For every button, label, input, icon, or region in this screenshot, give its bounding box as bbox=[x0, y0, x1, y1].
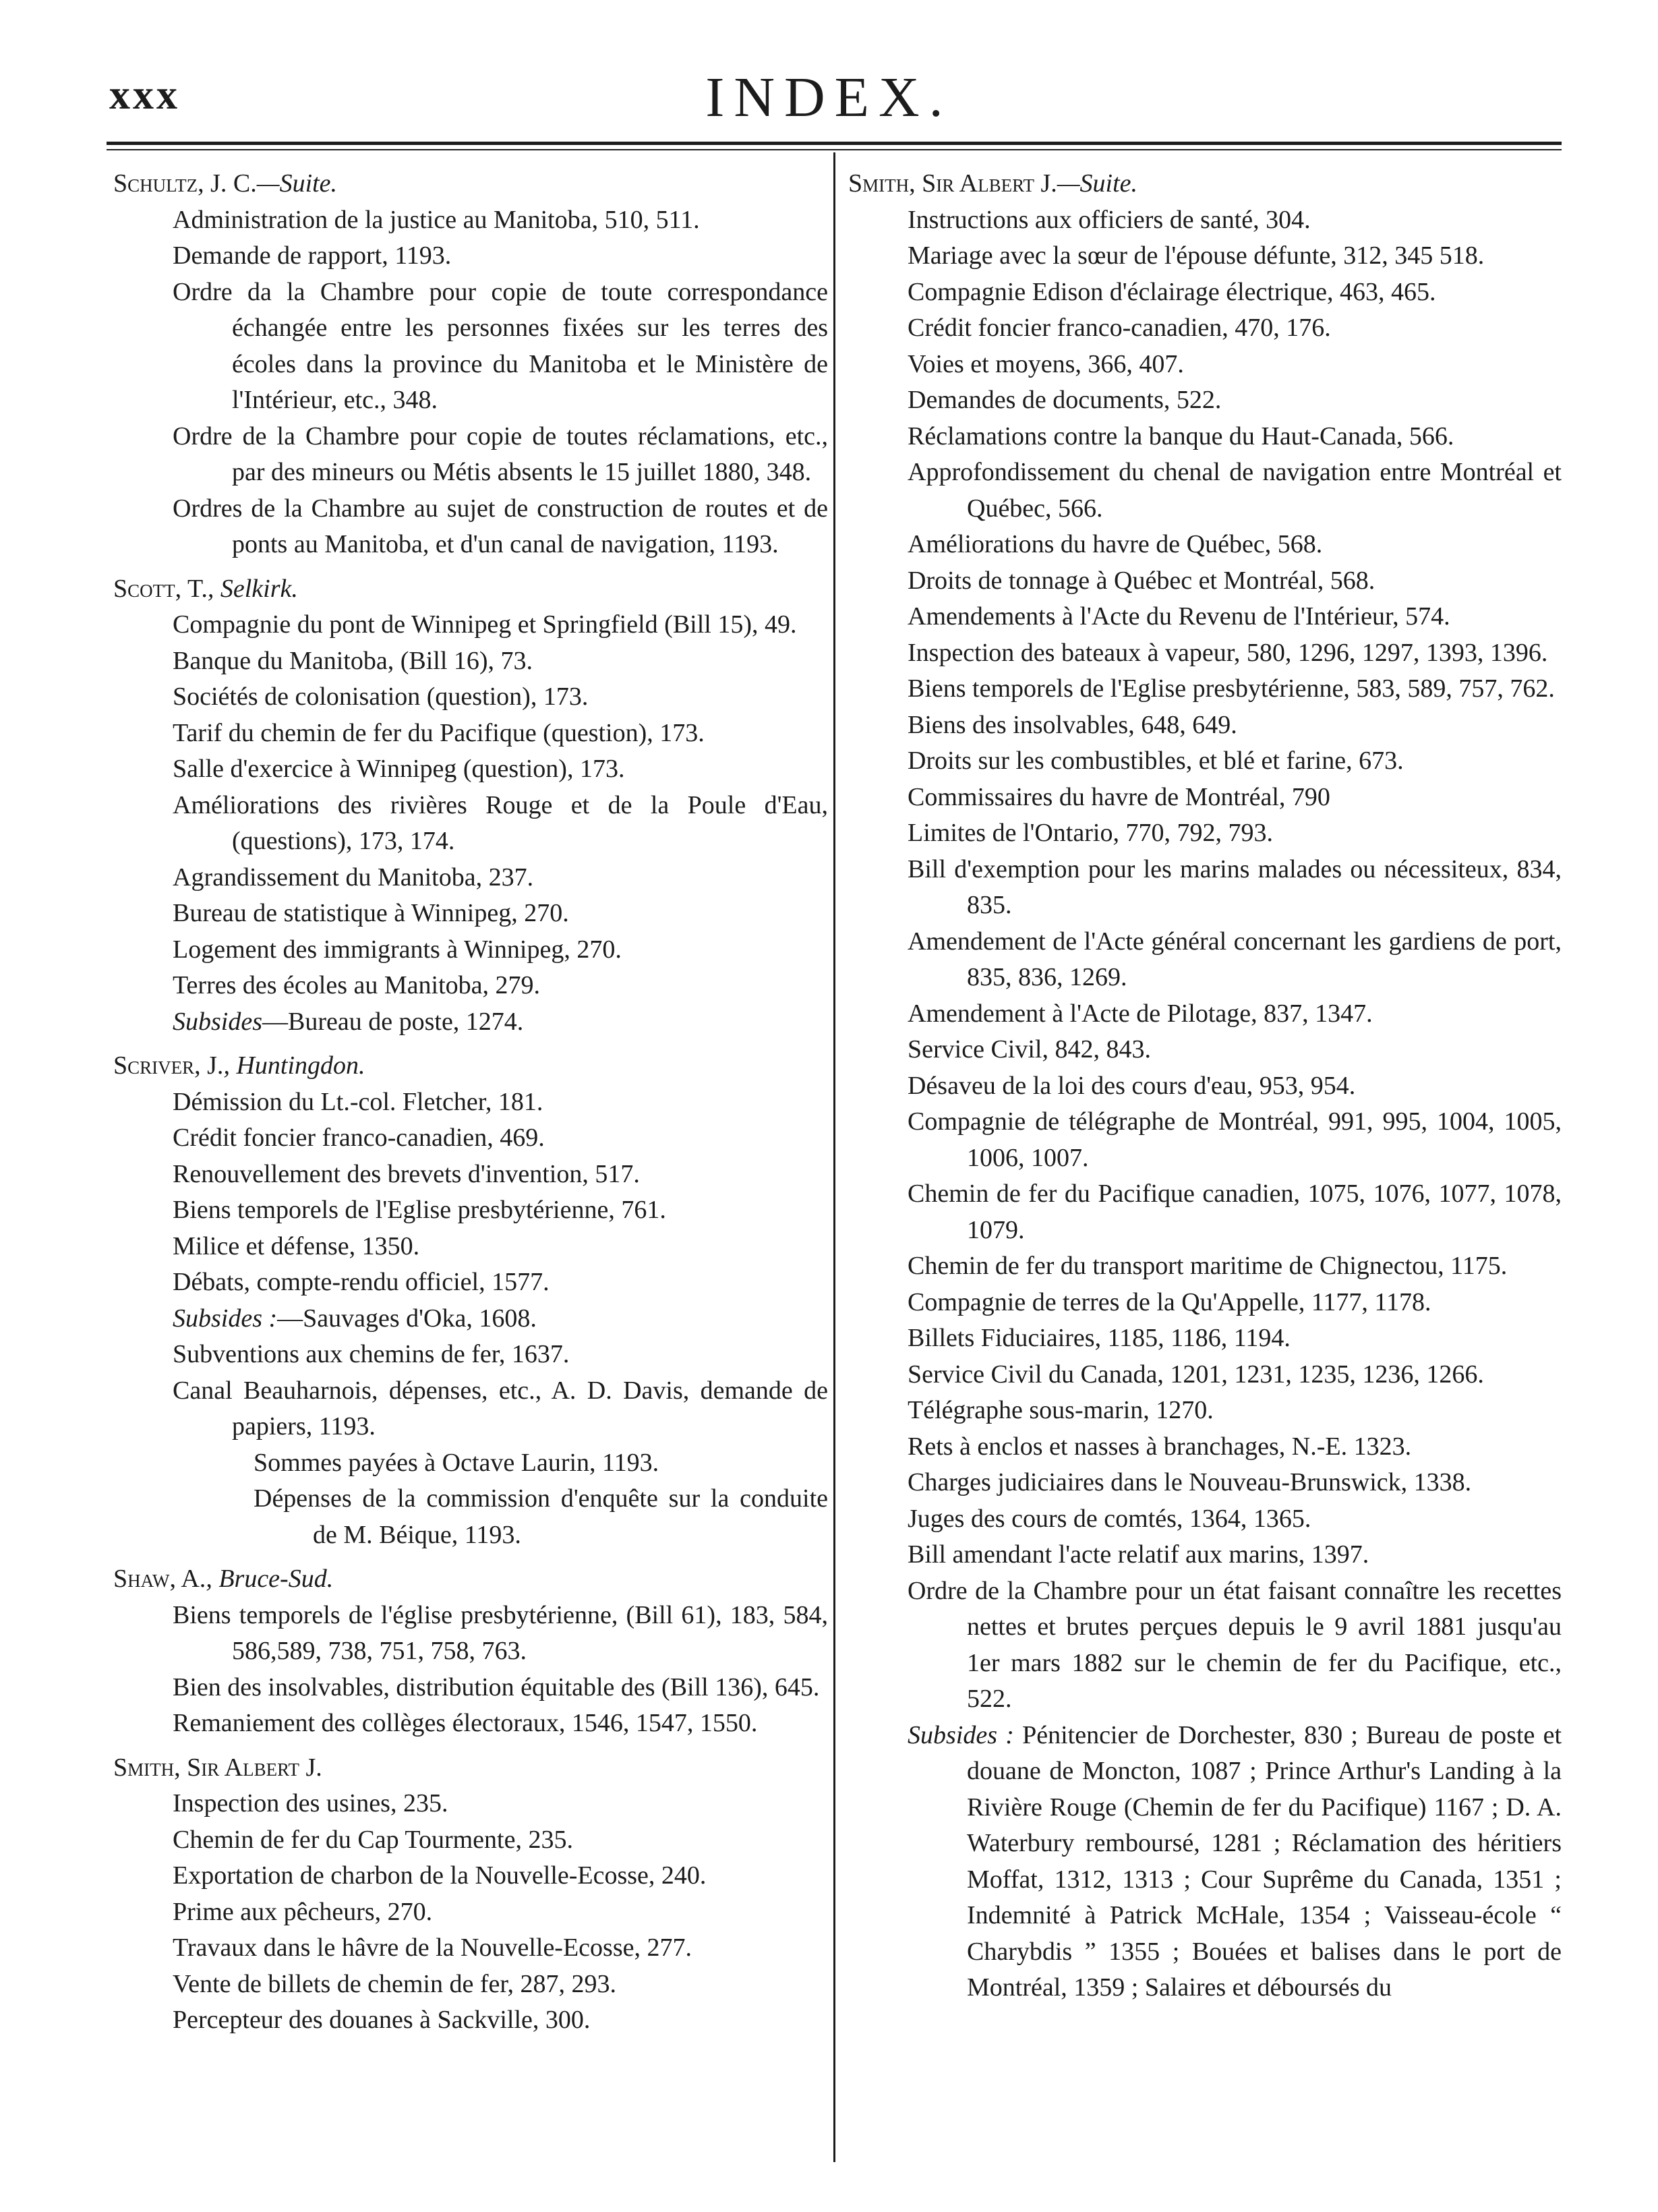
entry-item bbox=[848, 202, 1562, 239]
entry-qualifier: , Huntingdon. bbox=[223, 1051, 365, 1080]
entry-item bbox=[113, 1264, 828, 1301]
item-text: Télégraphe sous-marin, 1270. bbox=[908, 1396, 1214, 1424]
item-text: Logement des immigrants à Winnipeg, 270. bbox=[173, 935, 622, 964]
item-text: Demande de rapport, 1193. bbox=[173, 241, 452, 270]
entry-item bbox=[848, 1068, 1562, 1105]
item-italic-label: Subsides bbox=[173, 1007, 262, 1036]
index-entry bbox=[113, 1750, 828, 2039]
item-text: Compagnie du pont de Winnipeg et Springfield (Bill 15), 49. bbox=[173, 610, 797, 639]
entry-item bbox=[113, 1706, 828, 1742]
item-text: Billets Fiduciaires, 1185, 1186, 1194. bbox=[908, 1324, 1291, 1352]
entry-item bbox=[113, 968, 828, 1004]
item-text: Améliorations du havre de Québec, 568. bbox=[908, 530, 1323, 558]
entry-name: Smith, Sir Albert J. bbox=[113, 1753, 322, 1782]
entry-qualifier: —Suite. bbox=[256, 169, 338, 198]
item-text: Désaveu de la loi des cours d'eau, 953, 954. bbox=[908, 1071, 1356, 1100]
entry-item bbox=[113, 1192, 828, 1229]
item-text: Bien des insolvables, distribution équitable des (Bill 136), 645. bbox=[173, 1672, 820, 1701]
entry-item bbox=[848, 707, 1562, 744]
item-text: Service Civil du Canada, 1201, 1231, 1235, 1236, 1266. bbox=[908, 1360, 1484, 1389]
item-text: Percepteur des douanes à Sackville, 300. bbox=[173, 2006, 591, 2034]
entry-item bbox=[113, 932, 828, 968]
entry-heading bbox=[848, 166, 1562, 202]
entry-item bbox=[848, 563, 1562, 600]
item-text: Demandes de documents, 522. bbox=[908, 386, 1222, 414]
entry-item bbox=[113, 896, 828, 932]
entry-item bbox=[113, 1822, 828, 1859]
item-text: Service Civil, 842, 843. bbox=[908, 1035, 1151, 1064]
item-text: Ordre de la Chambre pour un état faisant connaître les recettes nettes et brutes perçues depuis le 9 avril 1881 jusqu'au 1er mars 1882 sur le chemin de fer du Pacifique, etc., 522. bbox=[908, 1576, 1562, 1713]
entry-item bbox=[848, 1501, 1562, 1538]
index-entry bbox=[848, 166, 1562, 2006]
item-text: Pénitencier de Dorchester, 830 ; Bureau de poste et douane de Moncton, 1087 ; Prince Arthur's Landing à la Rivière Rouge (Chemin de fer du Pacifique) 1167 ; D. A. Waterbury remboursé, 1281 ; Réclamation des héritiers Moffat, 1312, 1313 ; Cour Suprême du Canada, 1351 ; Indemnité à Patrick McHale, 1354 ; Vaisseau-école “ Charybdis ” 1355 ; Bouées et balises dans le port de Montréal, 1359 ; Salaires et déboursés du bbox=[967, 1720, 1562, 2002]
item-text: —Sauvages d'Oka, 1608. bbox=[277, 1304, 537, 1333]
entry-item bbox=[113, 607, 828, 643]
entry-item bbox=[113, 1004, 828, 1041]
entry-item bbox=[113, 1930, 828, 1967]
entry-heading bbox=[113, 571, 828, 608]
entry-item bbox=[848, 1357, 1562, 1393]
index-entry bbox=[113, 571, 828, 1041]
entry-item bbox=[848, 1248, 1562, 1285]
item-text: Approfondissement du chenal de navigation entre Montréal et Québec, 566. bbox=[908, 458, 1562, 523]
item-text: Biens temporels de l'église presbytérienne, (Bill 61), 183, 584, 586,589, 738, 751, 758, 763. bbox=[173, 1600, 828, 1665]
item-text: Travaux dans le hâvre de la Nouvelle-Ecosse, 277. bbox=[173, 1933, 692, 1962]
entry-item bbox=[113, 679, 828, 716]
entry-item bbox=[113, 1786, 828, 1822]
item-text: Voies et moyens, 366, 407. bbox=[908, 349, 1184, 378]
item-text: Sociétés de colonisation (question), 173. bbox=[173, 682, 589, 711]
index-entry bbox=[113, 1048, 828, 1553]
entry-item bbox=[113, 491, 828, 563]
item-text: Commissaires du havre de Montréal, 790 bbox=[908, 782, 1330, 811]
entry-item bbox=[113, 643, 828, 680]
item-text: Ordre da la Chambre pour copie de toute correspondance échangée entre les personnes fixées sur les terres des écoles dans la province du Manitoba et le Ministère de l'Intérieur, etc., 348. bbox=[173, 277, 828, 414]
entry-item bbox=[848, 671, 1562, 707]
left-column bbox=[113, 166, 828, 2039]
entry-item bbox=[113, 419, 828, 491]
entry-item bbox=[113, 274, 828, 419]
item-text: Agrandissement du Manitoba, 237. bbox=[173, 863, 534, 892]
item-text: Tarif du chemin de fer du Pacifique (question), 173. bbox=[173, 718, 705, 747]
index-entry bbox=[113, 1561, 828, 1742]
entry-item bbox=[848, 599, 1562, 635]
item-text: —Bureau de poste, 1274. bbox=[262, 1007, 524, 1036]
item-text: Administration de la justice au Manitoba, 510, 511. bbox=[173, 205, 700, 234]
entry-item bbox=[848, 1393, 1562, 1429]
item-text: Mariage avec la sœur de l'épouse défunte, 312, 345 518. bbox=[908, 241, 1485, 270]
header-rule-thin bbox=[107, 149, 1562, 150]
item-text: Amendements à l'Acte du Revenu de l'Intérieur, 574. bbox=[908, 602, 1450, 631]
index-entry bbox=[113, 166, 828, 563]
entry-qualifier: —Suite. bbox=[1057, 169, 1138, 198]
item-text: Inspection des bateaux à vapeur, 580, 1296, 1297, 1393, 1396. bbox=[908, 638, 1548, 667]
item-text: Chemin de fer du transport maritime de Chignectou, 1175. bbox=[908, 1252, 1508, 1280]
entry-item bbox=[848, 527, 1562, 563]
item-text: Vente de billets de chemin de fer, 287, 293. bbox=[173, 1969, 617, 1998]
item-text: Bureau de statistique à Winnipeg, 270. bbox=[173, 899, 569, 927]
entry-item bbox=[113, 1967, 828, 2003]
entry-item bbox=[848, 924, 1562, 996]
entry-item bbox=[848, 1032, 1562, 1068]
item-text: Compagnie Edison d'éclairage électrique, 463, 465. bbox=[908, 277, 1436, 306]
item-text: Droits sur les combustibles, et blé et farine, 673. bbox=[908, 747, 1404, 775]
item-text: Charges judiciaires dans le Nouveau-Brunswick, 1338. bbox=[908, 1468, 1472, 1496]
item-text: Remaniement des collèges électoraux, 1546, 1547, 1550. bbox=[173, 1709, 758, 1737]
entry-item bbox=[848, 996, 1562, 1032]
entry-heading bbox=[113, 166, 828, 202]
entry-item bbox=[848, 1573, 1562, 1718]
item-text: Rets à enclos et nasses à branchages, N.-E. 1323. bbox=[908, 1432, 1412, 1461]
entry-name: Schultz, J. C. bbox=[113, 169, 257, 198]
item-text: Amendement à l'Acte de Pilotage, 837, 1347. bbox=[908, 999, 1373, 1028]
item-text: Ordres de la Chambre au sujet de construction de routes et de ponts au Manitoba, et d'un canal de navigation, 1193. bbox=[173, 494, 828, 558]
item-text: Milice et défense, 1350. bbox=[173, 1231, 420, 1260]
entry-item bbox=[113, 1337, 828, 1373]
item-text: Banque du Manitoba, (Bill 16), 73. bbox=[173, 646, 533, 675]
entry-item bbox=[848, 1429, 1562, 1465]
item-text: Crédit foncier franco-canadien, 470, 176. bbox=[908, 314, 1331, 342]
item-text: Canal Beauharnois, dépenses, etc., A. D. Davis, demande de papiers, 1193. bbox=[173, 1376, 828, 1440]
entry-item bbox=[848, 1176, 1562, 1248]
entry-item bbox=[848, 419, 1562, 455]
item-text: Instructions aux officiers de santé, 304. bbox=[908, 205, 1311, 234]
item-text: Biens des insolvables, 648, 649. bbox=[908, 710, 1237, 739]
column-divider bbox=[833, 152, 835, 2162]
item-text: Améliorations des rivières Rouge et de la Poule d'Eau, (questions), 173, 174. bbox=[173, 790, 828, 855]
item-text: Inspection des usines, 235. bbox=[173, 1789, 448, 1817]
item-text: Ordre de la Chambre pour copie de toutes réclamations, etc., par des mineurs ou Métis absents le 15 juillet 1880, 348. bbox=[173, 421, 828, 486]
item-text: Compagnie de télégraphe de Montréal, 991, 995, 1004, 1005, 1006, 1007. bbox=[908, 1107, 1562, 1172]
entry-item bbox=[113, 860, 828, 896]
entry-item bbox=[848, 815, 1562, 852]
item-text: Sommes payées à Octave Laurin, 1193. bbox=[254, 1448, 659, 1477]
header-rule bbox=[107, 142, 1562, 145]
item-text: Débats, compte-rendu officiel, 1577. bbox=[173, 1268, 550, 1296]
item-text: Renouvellement des brevets d'invention, 517. bbox=[173, 1159, 640, 1188]
item-italic-label: Subsides : bbox=[173, 1304, 278, 1333]
item-text: Chemin de fer du Cap Tourmente, 235. bbox=[173, 1825, 573, 1854]
entry-item bbox=[848, 347, 1562, 383]
entry-item bbox=[113, 751, 828, 788]
item-text: Salle d'exercice à Winnipeg (question), 173. bbox=[173, 755, 625, 783]
item-text: Bill d'exemption pour les marins malades ou nécessiteux, 834, 835. bbox=[908, 854, 1562, 919]
entry-item bbox=[113, 788, 828, 860]
entry-item bbox=[113, 202, 828, 239]
item-text: Juges des cours de comtés, 1364, 1365. bbox=[908, 1504, 1311, 1533]
entry-item bbox=[848, 1104, 1562, 1176]
item-text: Crédit foncier franco-canadien, 469. bbox=[173, 1124, 545, 1152]
entry-item bbox=[113, 1858, 828, 1894]
entry-item bbox=[848, 1285, 1562, 1321]
entry-item bbox=[113, 1120, 828, 1157]
item-text: Bill amendant l'acte relatif aux marins, 1397. bbox=[908, 1540, 1369, 1569]
entry-item bbox=[113, 1084, 828, 1121]
entry-item bbox=[113, 1598, 828, 1670]
item-text: Démission du Lt.-col. Fletcher, 181. bbox=[173, 1087, 543, 1116]
entry-item bbox=[113, 2002, 828, 2039]
entry-item bbox=[113, 1445, 828, 1482]
entry-item bbox=[848, 274, 1562, 311]
entry-item bbox=[113, 1373, 828, 1445]
entry-item bbox=[113, 1894, 828, 1931]
item-text: Prime aux pêcheurs, 270. bbox=[173, 1897, 433, 1926]
item-italic-label: Subsides : bbox=[908, 1720, 1014, 1749]
entry-name: Smith, Sir Albert J. bbox=[848, 169, 1057, 198]
entry-item bbox=[848, 238, 1562, 274]
entry-item bbox=[113, 1481, 828, 1553]
entry-item bbox=[848, 1537, 1562, 1573]
entry-item bbox=[848, 743, 1562, 780]
entry-item bbox=[113, 1301, 828, 1337]
entry-qualifier: , Bruce-Sud. bbox=[206, 1565, 334, 1593]
entry-item bbox=[848, 852, 1562, 924]
entry-item bbox=[113, 1157, 828, 1193]
right-column bbox=[848, 166, 1562, 2006]
entry-qualifier: , Selkirk. bbox=[207, 574, 298, 603]
entry-item bbox=[113, 238, 828, 274]
item-text: Réclamations contre la banque du Haut-Canada, 566. bbox=[908, 421, 1454, 450]
entry-name: Scott, T. bbox=[113, 574, 208, 603]
entry-heading bbox=[113, 1750, 828, 1786]
entry-item bbox=[848, 1718, 1562, 2006]
item-text: Compagnie de terres de la Qu'Appelle, 1177, 1178. bbox=[908, 1287, 1431, 1316]
entry-item bbox=[848, 635, 1562, 672]
entry-item bbox=[113, 716, 828, 752]
item-text: Chemin de fer du Pacifique canadien, 1075, 1076, 1077, 1078, 1079. bbox=[908, 1180, 1562, 1244]
entry-heading bbox=[113, 1048, 828, 1084]
entry-item bbox=[848, 1465, 1562, 1501]
entry-item bbox=[113, 1670, 828, 1706]
item-text: Biens temporels de l'Eglise presbytérienne, 761. bbox=[173, 1196, 666, 1224]
item-text: Biens temporels de l'Eglise presbytérienne, 583, 589, 757, 762. bbox=[908, 674, 1555, 703]
item-text: Droits de tonnage à Québec et Montréal, 568. bbox=[908, 566, 1375, 595]
entry-item bbox=[848, 780, 1562, 816]
entry-item bbox=[848, 1320, 1562, 1357]
entry-name: Shaw, A. bbox=[113, 1565, 206, 1593]
item-text: Limites de l'Ontario, 770, 792, 793. bbox=[908, 819, 1273, 847]
entry-item bbox=[848, 382, 1562, 419]
entry-item bbox=[848, 455, 1562, 527]
item-text: Exportation de charbon de la Nouvelle-Ecosse, 240. bbox=[173, 1861, 707, 1890]
page-number: xxx bbox=[109, 72, 180, 118]
item-text: Amendement de l'Acte général concernant les gardiens de port, 835, 836, 1269. bbox=[908, 927, 1562, 991]
page-title: INDEX. bbox=[705, 66, 953, 129]
entry-item bbox=[113, 1229, 828, 1265]
entry-heading bbox=[113, 1561, 828, 1598]
item-text: Subventions aux chemins de fer, 1637. bbox=[173, 1340, 570, 1368]
item-text: Dépenses de la commission d'enquête sur la conduite de M. Béique, 1193. bbox=[254, 1484, 828, 1549]
entry-name: Scriver, J. bbox=[113, 1051, 224, 1080]
entry-item bbox=[848, 310, 1562, 347]
item-text: Terres des écoles au Manitoba, 279. bbox=[173, 971, 540, 999]
